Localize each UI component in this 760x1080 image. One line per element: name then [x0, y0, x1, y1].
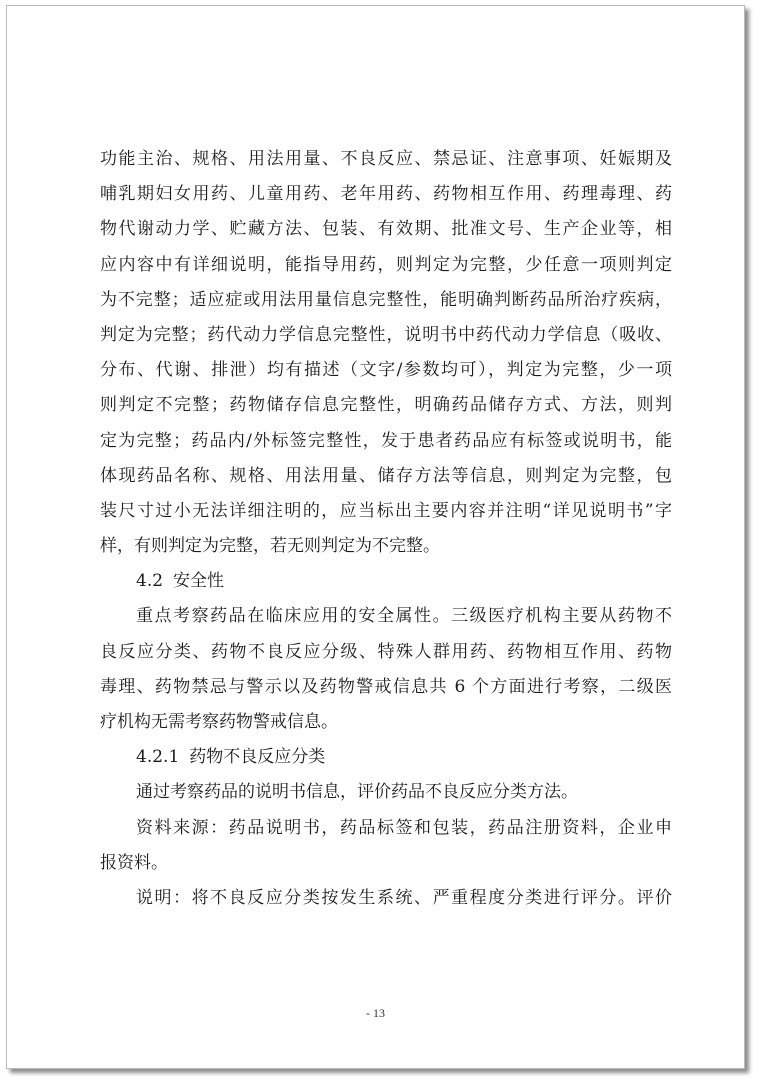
text-line: 分布、代谢、排泄）均有描述（文字/参数均可），判定为完整，少一项 — [100, 360, 672, 381]
text-line: 疗机构无需考察药物警戒信息。 — [100, 712, 338, 732]
text-line: 装尺寸过小无法详细注明的，应当标出主要内容并注明“详见说明书”字 — [100, 500, 672, 521]
paragraph-method: 通过考察药品的说明书信息，评价药品不良反应分类方法。 — [136, 782, 578, 803]
text-line: 报资料。 — [100, 852, 168, 873]
text-line: 定为完整；药品内/外标签完整性，发于患者药品应有标签或说明书，能 — [100, 430, 672, 451]
section-title: 药物不良反应分类 — [189, 747, 326, 768]
text-line: 应内容中有详细说明，能指导用药，则判定为完整，少任意一项则判定 — [100, 254, 672, 275]
page-number: - 13 — [366, 1006, 385, 1020]
text-line: 则判定不完整；药物储存信息完整性，明确药品储存方式、方法，则判 — [100, 395, 672, 416]
section-heading-4-2 — [100, 564, 672, 599]
text-line: 毒理、药物禁忌与警示以及药物警戒信息共 6 个方面进行考察，二级医 — [100, 676, 672, 697]
page-body — [100, 142, 672, 916]
text-line: 功能主治、规格、用法用量、不良反应、禁忌证、注意事项、妊娠期及 — [100, 149, 672, 169]
paragraph-completeness — [100, 142, 672, 564]
text-line: 哺乳期妇女用药、儿童用药、老年用药、药物相互作用、药理毒理、药 — [100, 184, 672, 205]
text-line: 良反应分类、药物不良反应分级、特殊人群用药、药物相互作用、药物 — [100, 641, 672, 662]
paragraph-safety — [100, 599, 672, 740]
document-page — [6, 5, 745, 1069]
section-title: 安全性 — [173, 571, 225, 592]
text-line: 资料来源：药品说明书，药品标签和包装，药品注册资料，企业申 — [136, 817, 672, 838]
section-number: 4.2 — [136, 571, 164, 592]
paragraph-explanation: 说明：将不良反应分类按发生系统、严重程度分类进行评分。评价 — [136, 887, 672, 908]
text-line: 重点考察药品在临床应用的安全属性。三级医疗机构主要从药物不 — [136, 606, 672, 627]
section-heading-4-2-1 — [100, 740, 672, 775]
text-line: 判定为完整；药代动力学信息完整性，说明书中药代动力学信息（吸收、 — [100, 324, 672, 345]
text-line: 体现药品名称、规格、用法用量、储存方法等信息，则判定为完整，包 — [100, 465, 672, 486]
paragraph-sources — [100, 811, 672, 881]
text-line: 为不完整；适应症或用法用量信息完整性，能明确判断药品所治疗疾病， — [100, 289, 672, 310]
text-line: 样，有则判定为完整，若无则判定为不完整。 — [100, 536, 440, 557]
text-line: 物代谢动力学、贮藏方法、包装、有效期、批准文号、生产企业等，相 — [100, 219, 672, 240]
section-number: 4.2.1 — [136, 747, 180, 768]
